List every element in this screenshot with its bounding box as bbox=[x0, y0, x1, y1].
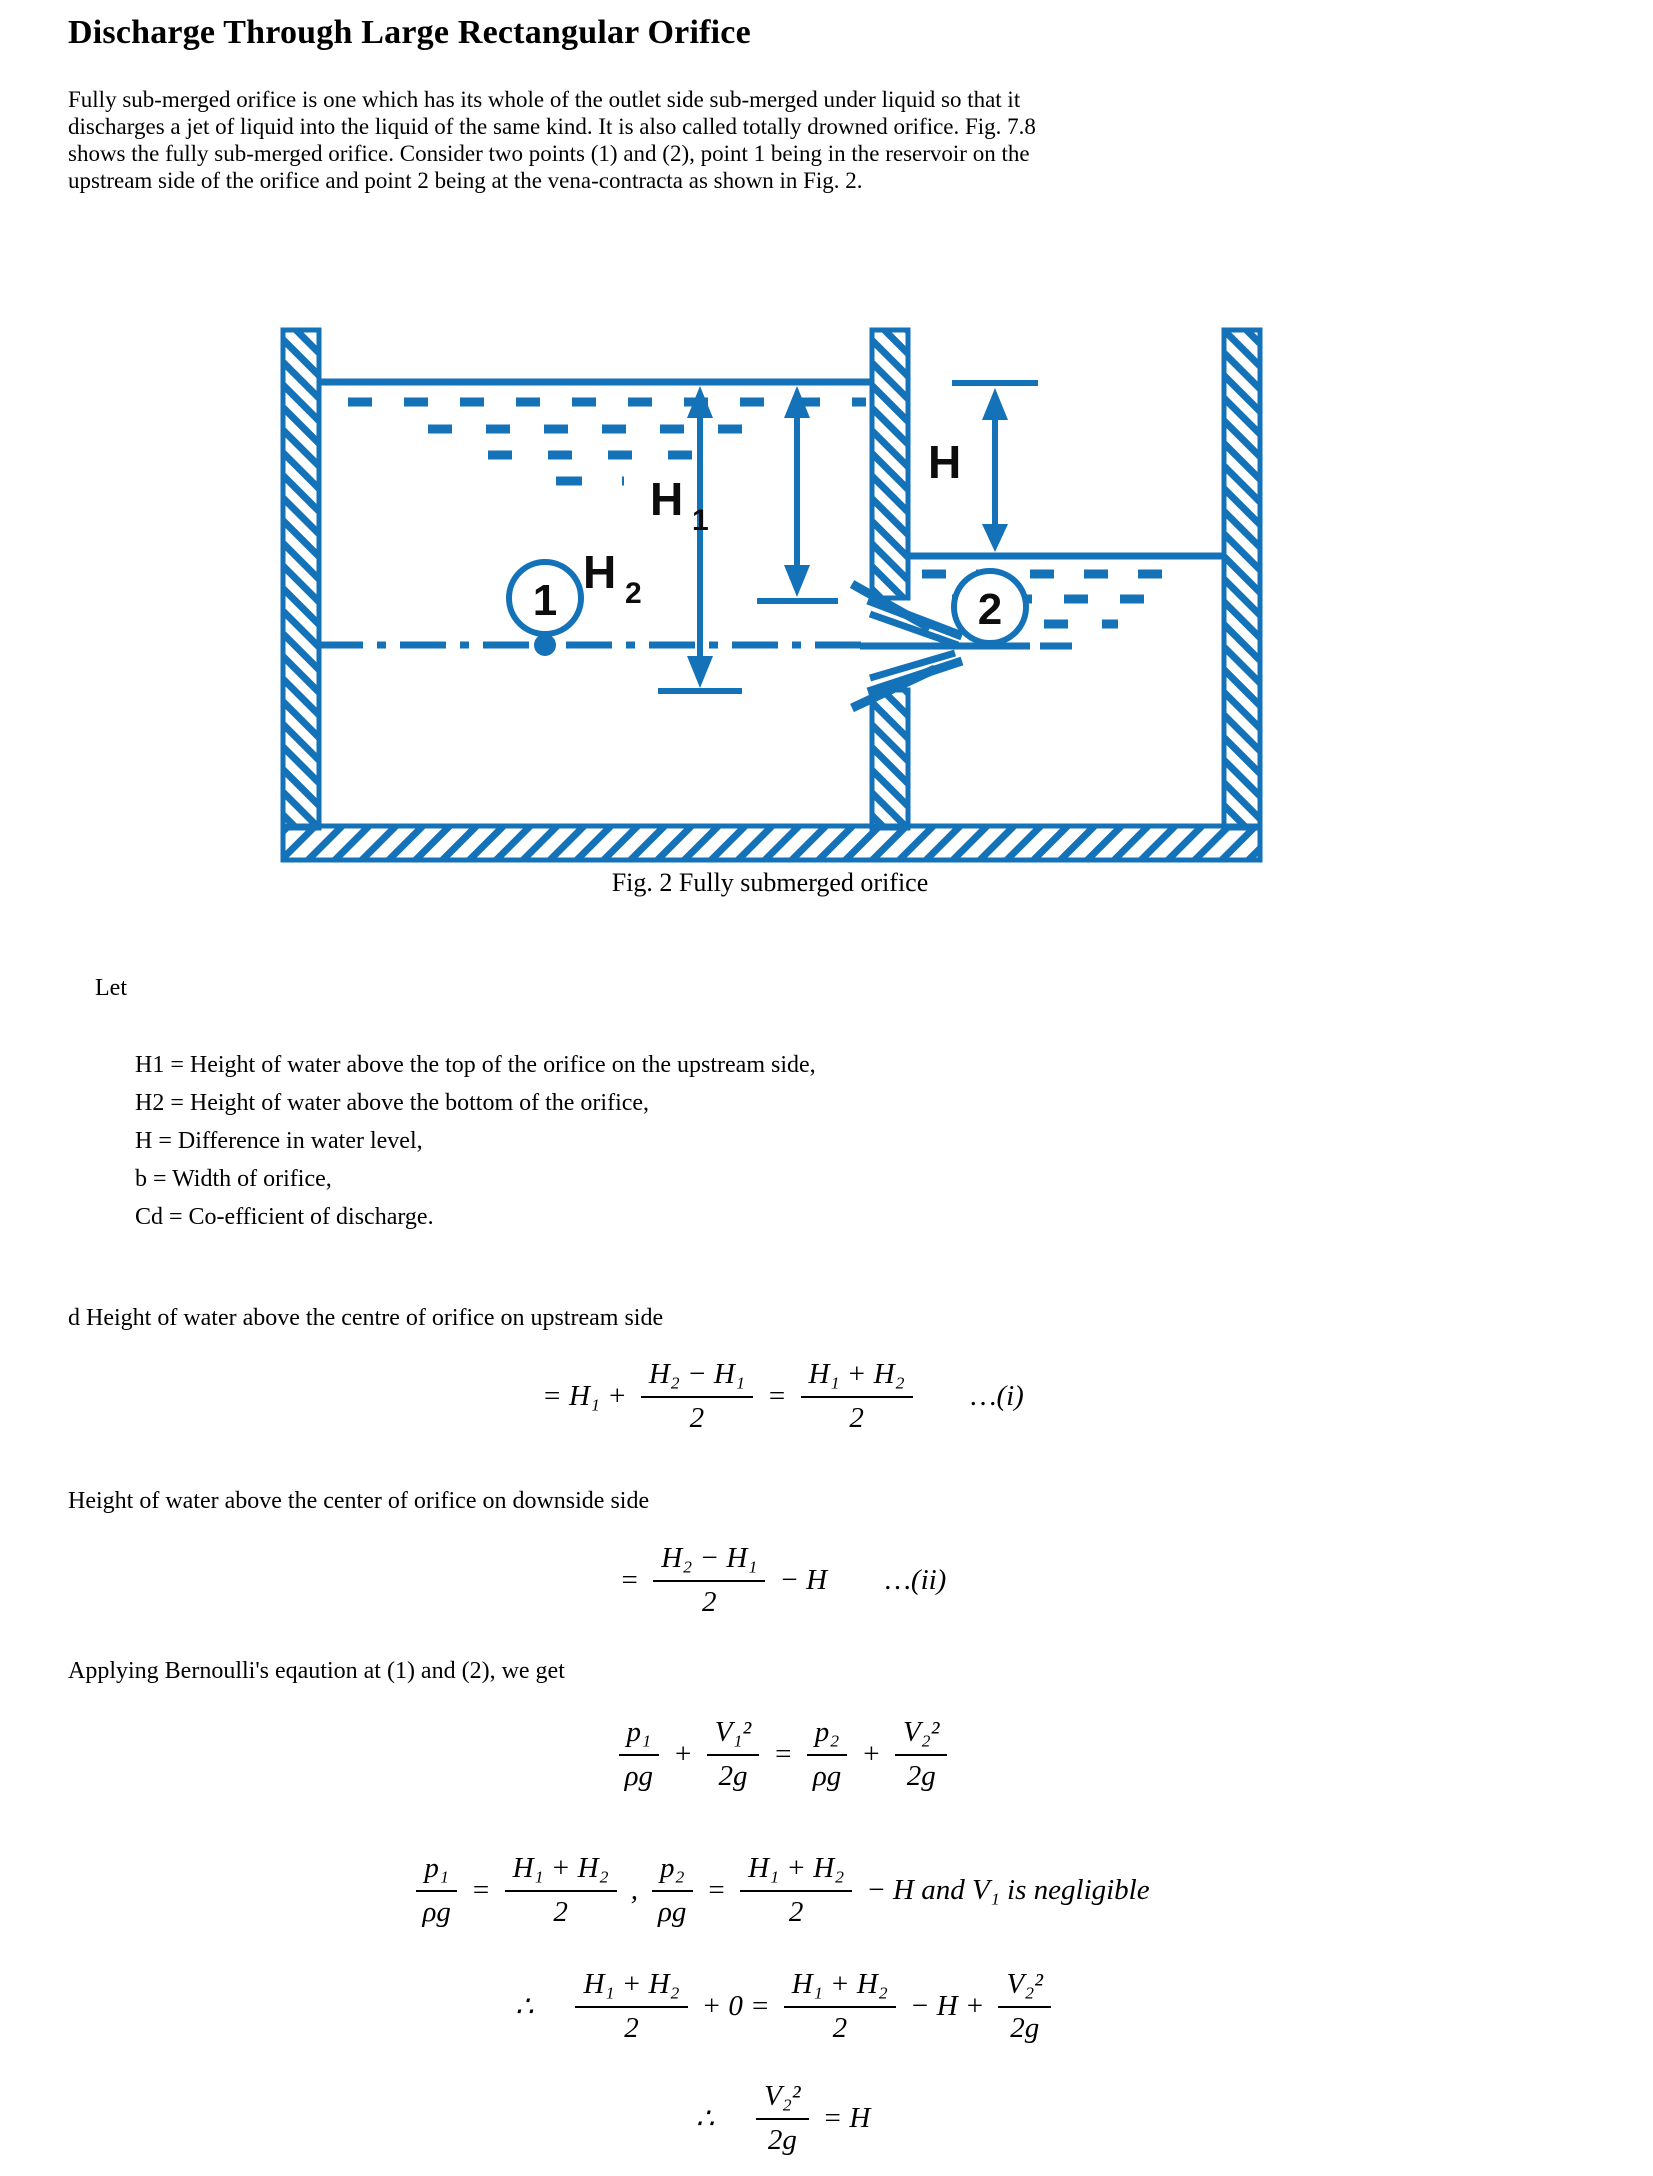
fraction-numerator: V₂² bbox=[756, 2080, 809, 2120]
h2-label: H bbox=[583, 546, 617, 598]
bernoulli-lead-text: Applying Bernoulli's eqaution at (1) and (2), we get bbox=[68, 1658, 565, 1684]
fraction-denominator: 2 bbox=[832, 2012, 848, 2045]
math-token: = bbox=[619, 1564, 640, 1597]
fraction-numerator: H₁ + H₂ bbox=[740, 1852, 852, 1892]
fraction-numerator: p₁ bbox=[619, 1716, 660, 1756]
math-token: = H₁ + bbox=[542, 1380, 627, 1413]
fraction-numerator: H₁ + H₂ bbox=[784, 1968, 896, 2008]
upstream-head-heading: d Height of water above the centre of orifice on upstream side bbox=[68, 1305, 664, 1331]
definition-item: b = Width of orifice, bbox=[135, 1166, 332, 1192]
math-token: ∴ bbox=[695, 2103, 715, 2136]
math-token: …(i) bbox=[970, 1380, 1024, 1413]
h1-label-subscript: 1 bbox=[692, 504, 709, 537]
page-title: Discharge Through Large Rectangular Orifice bbox=[68, 14, 751, 51]
math-token: + bbox=[861, 1738, 881, 1771]
math-fraction bbox=[756, 2080, 809, 2158]
equation-pressure-heads bbox=[68, 1852, 1498, 1930]
math-token: = bbox=[470, 1874, 491, 1907]
fraction-denominator: ρg bbox=[422, 1896, 451, 1929]
math-fraction bbox=[575, 1968, 687, 2046]
point-1-number: 1 bbox=[532, 576, 558, 625]
equation-ii bbox=[68, 1542, 1498, 1620]
h2-label-subscript: 2 bbox=[625, 577, 642, 610]
fraction-denominator: 2 bbox=[553, 1896, 568, 1929]
h-dimension-arrow bbox=[952, 383, 1038, 552]
math-fraction bbox=[740, 1852, 852, 1930]
fraction-numerator: p₂ bbox=[807, 1716, 848, 1756]
fraction-numerator: H₂ − H₁ bbox=[641, 1358, 753, 1398]
math-fraction bbox=[505, 1852, 617, 1930]
math-fraction bbox=[801, 1358, 913, 1436]
tank-floor bbox=[283, 826, 1260, 860]
definition-item: Cd = Co-efficient of discharge. bbox=[135, 1204, 434, 1230]
downstream-head-heading: Height of water above the center of orifice on downside side bbox=[68, 1488, 650, 1514]
math-token: = bbox=[773, 1738, 793, 1771]
math-token: = H bbox=[822, 2102, 871, 2135]
math-token: − H and V₁ is negligible bbox=[866, 1874, 1150, 1907]
math-fraction bbox=[895, 1716, 948, 1794]
intro-paragraph: Fully sub-merged orifice is one which has its whole of the outlet side sub-merged under liquid so that it discharges a jet of liquid into the liquid of the same kind. It is also called totally drowned orifice. Fig. 7.8 shows the fully sub-merged orifice. Consider two points (1) and (2), point 1 being in the reservoir on the upstream side of the orifice and point 2 being at the vena-contracta as shown in Fig. 2. bbox=[68, 87, 1036, 193]
math-fraction bbox=[416, 1852, 457, 1930]
math-token: + bbox=[673, 1738, 693, 1771]
fraction-numerator: p₁ bbox=[416, 1852, 457, 1892]
fraction-denominator: 2g bbox=[718, 1760, 748, 1793]
fraction-denominator: ρg bbox=[658, 1896, 687, 1929]
fraction-numerator: H₁ + H₂ bbox=[801, 1358, 913, 1398]
equation-bernoulli bbox=[68, 1716, 1498, 1794]
math-token: − H bbox=[779, 1564, 828, 1597]
fraction-denominator: 2 bbox=[689, 1402, 705, 1435]
equation-therefore-sum bbox=[68, 1968, 1498, 2046]
fraction-denominator: ρg bbox=[812, 1760, 842, 1793]
right-wall bbox=[1224, 330, 1260, 828]
fraction-denominator: 2g bbox=[906, 1760, 936, 1793]
h-label: H bbox=[928, 436, 962, 488]
math-token: = bbox=[766, 1380, 787, 1413]
middle-wall-lower bbox=[872, 690, 908, 828]
h1-dimension-arrow bbox=[757, 386, 838, 601]
fraction-numerator: H₂ − H₁ bbox=[653, 1542, 765, 1582]
math-fraction bbox=[807, 1716, 848, 1794]
fraction-numerator: H₁ + H₂ bbox=[575, 1968, 687, 2008]
definition-item: H2 = Height of water above the bottom of the orifice, bbox=[135, 1090, 650, 1116]
point-2-number: 2 bbox=[977, 585, 1003, 634]
equation-result bbox=[68, 2080, 1498, 2158]
math-fraction bbox=[652, 1852, 693, 1930]
left-wall bbox=[283, 330, 319, 828]
math-fraction bbox=[619, 1716, 660, 1794]
math-token: …(ii) bbox=[885, 1564, 947, 1597]
definitions-lead: Let bbox=[95, 975, 127, 1001]
definitions-list bbox=[135, 1046, 816, 1236]
math-token: ∴ bbox=[515, 1991, 534, 2024]
math-fraction bbox=[998, 1968, 1051, 2046]
fraction-denominator: 2 bbox=[624, 2012, 639, 2045]
fraction-denominator: 2 bbox=[702, 1586, 717, 1619]
math-fraction bbox=[784, 1968, 896, 2046]
figure-fully-submerged-orifice bbox=[270, 320, 1270, 870]
math-fraction bbox=[641, 1358, 753, 1436]
math-token: , bbox=[630, 1874, 638, 1907]
h1-label: H bbox=[650, 473, 684, 525]
middle-wall-upper bbox=[872, 330, 908, 598]
math-token: − H + bbox=[909, 1990, 985, 2023]
definition-item: H = Difference in water level, bbox=[135, 1128, 423, 1154]
fraction-numerator: V₁² bbox=[707, 1716, 760, 1756]
fraction-denominator: 2g bbox=[767, 2124, 797, 2157]
math-fraction bbox=[653, 1542, 765, 1620]
figure-caption: Fig. 2 Fully submerged orifice bbox=[611, 868, 929, 897]
equation-i bbox=[68, 1358, 1498, 1436]
point-2-marker bbox=[954, 571, 1026, 643]
fraction-numerator: V₂² bbox=[998, 1968, 1051, 2008]
math-token: = bbox=[706, 1874, 727, 1907]
fraction-numerator: p₂ bbox=[652, 1852, 693, 1892]
definition-item: H1 = Height of water above the top of the orifice on the upstream side, bbox=[135, 1052, 816, 1078]
fraction-denominator: 2 bbox=[849, 1402, 864, 1435]
fraction-denominator: ρg bbox=[624, 1760, 654, 1793]
fraction-numerator: V₂² bbox=[895, 1716, 948, 1756]
fraction-numerator: H₁ + H₂ bbox=[505, 1852, 617, 1892]
math-fraction bbox=[707, 1716, 760, 1794]
math-token: + 0 = bbox=[701, 1990, 770, 2023]
fraction-denominator: 2 bbox=[788, 1896, 804, 1929]
fraction-denominator: 2g bbox=[1010, 2012, 1040, 2045]
